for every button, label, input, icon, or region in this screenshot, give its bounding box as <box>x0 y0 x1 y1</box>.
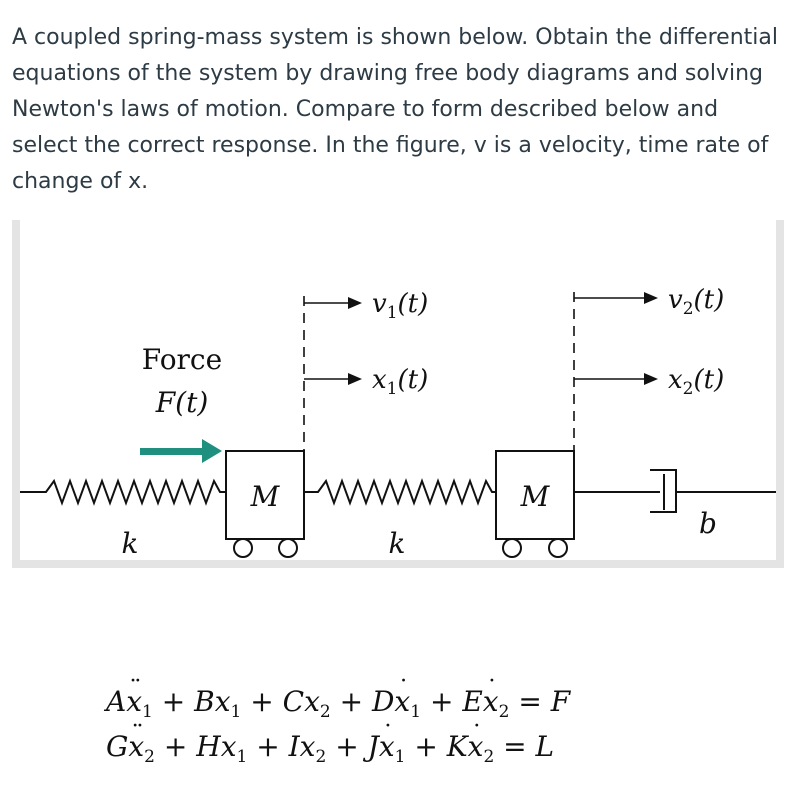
spring-2 <box>304 481 496 503</box>
x2-arrow <box>574 373 658 385</box>
force-arrow <box>140 439 222 463</box>
damper <box>574 470 776 512</box>
force-function-label: F(t) <box>155 386 209 419</box>
question-text: A coupled spring-mass system is shown below. Obtain the differential equations of the system by drawing free body diagrams and solving Newton's laws of motion. Compare to form described below and select the correct response. In the figure, v is a velocity, time rate of change of x. <box>12 25 778 194</box>
force-label: Force <box>141 343 223 376</box>
damper-label: b <box>699 507 717 540</box>
spring-1 <box>20 481 226 503</box>
equation-2: Gx $¨_2 + Hx_1 + Ix_2 + Jx$ $˙_1 + Kx$ $˙_2 = L$ <box>106 733 756 761</box>
mass-2-label: M <box>520 480 550 513</box>
mass-1-label: M <box>250 480 280 513</box>
mass-1-wheel-right <box>279 539 297 557</box>
equation-1: Ax $¨_1 + Bx_1 + Cx_2 + Dx$ $˙_1 + Ex$ $˙_2 = F$ <box>106 688 756 716</box>
left-wall <box>12 220 20 568</box>
spring-2-label: k <box>388 527 406 560</box>
mass-1-wheel-left <box>234 539 252 557</box>
right-wall <box>776 220 784 568</box>
mass-2-wheel-left <box>503 539 521 557</box>
mass-2-wheel-right <box>549 539 567 557</box>
v1-label: $v_1(t)$ <box>372 289 429 323</box>
v2-label: $v_2(t)$ <box>668 285 725 319</box>
spring-1-label: k <box>121 527 139 560</box>
x1-label: $x_1(t)$ <box>372 365 429 399</box>
floor <box>12 560 784 568</box>
v2-arrow <box>574 292 658 304</box>
x2-label: $x_2(t)$ <box>668 365 725 399</box>
v1-arrow <box>304 297 362 309</box>
x1-arrow <box>304 373 362 385</box>
